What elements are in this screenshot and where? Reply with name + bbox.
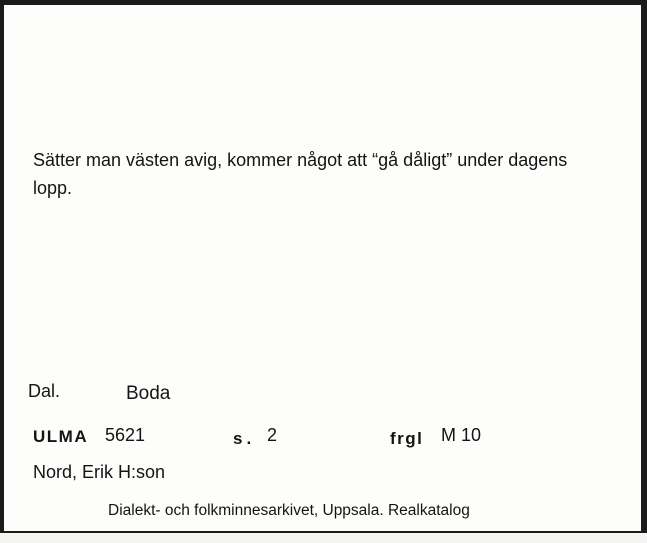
province-label: Dal. [28,381,61,401]
frgl-value: M 10 [441,425,482,445]
ulma-label: ULMA [33,427,89,446]
frgl-label: frgl [390,429,424,448]
archive-footer: Dialekt- och folkminnesarkivet, Uppsala. Realkatalog [108,502,470,519]
next-card-edge [0,533,647,543]
parish-label: Boda [126,383,171,404]
page-number: 2 [267,425,278,445]
card-body-text: Sätter man västen avig, kommer något att “gå dåligt” under dagens lopp. [33,150,568,198]
index-card [4,5,641,531]
ulma-number: 5621 [105,425,146,445]
page-label: s. [233,429,256,448]
recorder-name: Nord, Erik H:son [33,462,166,482]
